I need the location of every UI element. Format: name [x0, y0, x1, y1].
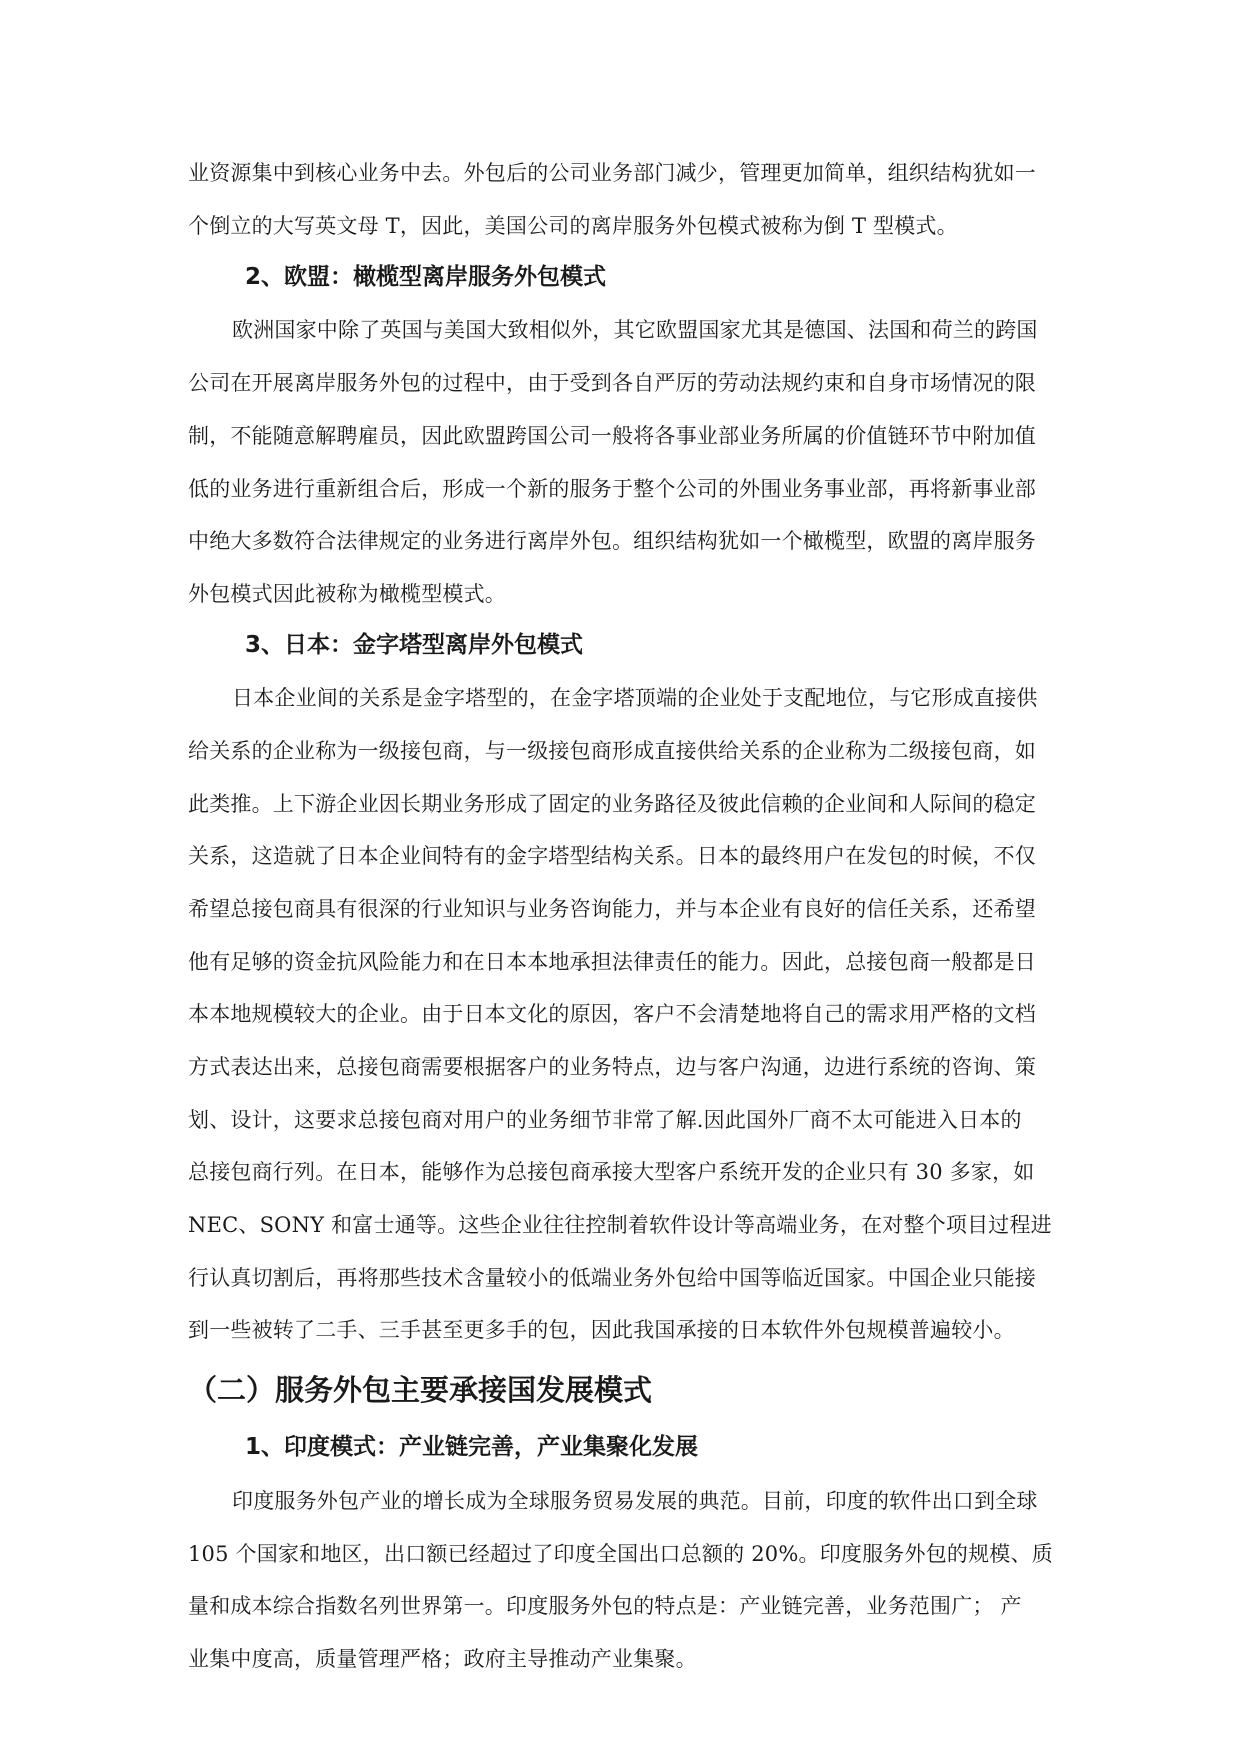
paragraph-line: 制，不能随意解聘雇员，因此欧盟跨国公司一般将各事业部业务所属的价值链环节中附加值: [188, 424, 1036, 448]
paragraph-line: 中绝大多数符合法律规定的业务进行离岸外包。组织结构犹如一个橄榄型，欧盟的离岸服务: [188, 529, 1036, 553]
paragraph-line: 行认真切割后，再将那些技术含量较小的低端业务外包给中国等临近国家。中国企业只能接: [188, 1266, 1036, 1290]
paragraph-line: 量和成本综合指数名列世界第一。印度服务外包的特点是：产业链完善，业务范围广； 产: [188, 1594, 1022, 1618]
paragraph-line: 印度服务外包产业的增长成为全球服务贸易发展的典范。目前，印度的软件出口到全球: [232, 1489, 1038, 1513]
paragraph-line: NEC、SONY 和富士通等。这些企业往往控制着软件设计等高端业务，在对整个项目过程进: [188, 1213, 1052, 1237]
subheading-japan: 3、日本：金字塔型离岸外包模式: [245, 632, 584, 658]
paragraph-line: 日本企业间的关系是金字塔型的，在金字塔顶端的企业处于支配地位，与它形成直接供: [232, 686, 1038, 710]
paragraph-line: 关系，这造就了日本企业间特有的金字塔型结构关系。日本的最终用户在发包的时候，不仅: [188, 844, 1036, 868]
paragraph-line: 低的业务进行重新组合后，形成一个新的服务于整个公司的外围业务事业部，再将新事业部: [188, 477, 1036, 501]
paragraph-line: 个倒立的大写英文母 T，因此，美国公司的离岸服务外包模式被称为倒 T 型模式。: [188, 214, 958, 238]
paragraph-line: 105 个国家和地区，出口额已经超过了印度全国出口总额的 20%。印度服务外包的规模、质: [188, 1542, 1053, 1566]
paragraph-line: 总接包商行列。在日本，能够作为总接包商承接大型客户系统开发的企业只有 30 多家，如: [188, 1160, 1035, 1184]
paragraph-line: 希望总接包商具有很深的行业知识与业务咨询能力，并与本企业有良好的信任关系，还希望: [188, 897, 1036, 921]
paragraph-line: 欧洲国家中除了英国与美国大致相似外，其它欧盟国家尤其是德国、法国和荷兰的跨国: [232, 318, 1038, 342]
paragraph-line: 到一些被转了二手、三手甚至更多手的包，因此我国承接的日本软件外包规模普遍较小。: [188, 1318, 1015, 1342]
paragraph-line: 业集中度高，质量管理严格；政府主导推动产业集聚。: [188, 1647, 697, 1671]
paragraph-line: 外包模式因此被称为橄榄型模式。: [188, 582, 506, 606]
paragraph-line: 给关系的企业称为一级接包商，与一级接包商形成直接供给关系的企业称为二级接包商，如: [188, 739, 1036, 763]
paragraph-line: 业资源集中到核心业务中去。外包后的公司业务部门减少，管理更加简单，组织结构犹如一: [188, 161, 1036, 185]
paragraph-line: 划、设计，这要求总接包商对用户的业务细节非常了解.因此国外厂商不太可能进入日本的: [188, 1108, 1022, 1132]
paragraph-line: 他有足够的资金抗风险能力和在日本本地承担法律责任的能力。因此，总接包商一般都是日: [188, 950, 1036, 974]
section-title: （二）服务外包主要承接国发展模式: [188, 1373, 653, 1407]
subheading-india: 1、印度模式：产业链完善，产业集聚化发展: [245, 1434, 699, 1460]
paragraph-line: 公司在开展离岸服务外包的过程中，由于受到各自严厉的劳动法规约束和自身市场情况的限: [188, 371, 1036, 395]
paragraph-line: 本本地规模较大的企业。由于日本文化的原因，客户不会清楚地将自己的需求用严格的文档: [188, 1002, 1036, 1026]
subheading-eu: 2、欧盟：橄榄型离岸服务外包模式: [245, 264, 607, 290]
paragraph-line: 方式表达出来，总接包商需要根据客户的业务特点，边与客户沟通，边进行系统的咨询、策: [188, 1055, 1036, 1079]
paragraph-line: 此类推。上下游企业因长期业务形成了固定的业务路径及彼此信赖的企业间和人际间的稳定: [188, 792, 1036, 816]
